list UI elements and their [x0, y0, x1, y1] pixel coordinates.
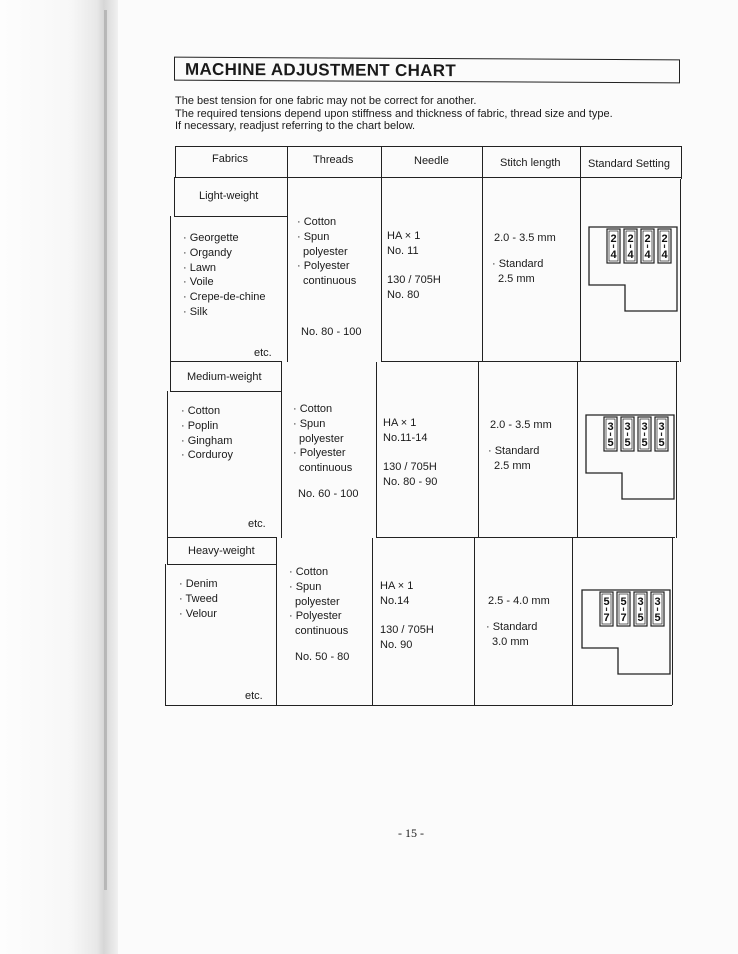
col-divider [372, 538, 373, 705]
needle-item: 130 / 705H [387, 274, 441, 287]
tension-dial [655, 417, 668, 451]
needle-info [380, 579, 434, 653]
stitch-standard-value: 2.5 mm [494, 459, 531, 472]
fabric-item: · Georgette [183, 232, 239, 244]
thread-item: polyester [299, 432, 344, 445]
thread-list [293, 402, 352, 476]
tension-dial-diagram [587, 225, 679, 317]
fabric-item: · Silk [183, 305, 208, 318]
dial-top-number: 2 [661, 233, 668, 245]
table-bottom-border [165, 705, 672, 706]
tension-dial [634, 592, 647, 626]
etc-label: etc. [254, 347, 272, 359]
stitch-range: 2.5 - 4.0 mm [488, 595, 550, 607]
stitch-standard-label: · Standard [486, 621, 538, 633]
cat-box-line [165, 564, 166, 705]
fabric-item: · Gingham [181, 434, 233, 447]
dial-bottom-number: 5 [658, 437, 665, 449]
thread-item: continuous [303, 275, 357, 288]
thread-item: · Polyester [297, 260, 350, 273]
dial-top-number: 3 [654, 596, 661, 608]
row-divider [170, 361, 282, 362]
header-standard-setting: Standard Setting [588, 158, 670, 170]
needle-item: HA × 1 [380, 580, 414, 592]
col-divider [281, 362, 282, 538]
page-title: MACHINE ADJUSTMENT CHART [174, 57, 680, 84]
cat-box-line [174, 177, 175, 217]
intro-text [175, 95, 613, 133]
etc-label: etc. [245, 690, 263, 702]
row-divider [382, 361, 679, 362]
cat-box-line [167, 391, 168, 538]
tension-dial [621, 417, 634, 451]
fabric-item: · Cotton [181, 405, 221, 417]
cat-box-line [167, 564, 277, 565]
tension-dial [651, 592, 664, 626]
fabric-item: · Voile [183, 276, 214, 289]
dial-bottom-number: 5 [654, 612, 661, 624]
tension-dial [638, 417, 651, 451]
header-divider [174, 177, 682, 178]
dial-top-number: 3 [624, 421, 631, 433]
dial-bottom-number: 5 [637, 612, 644, 624]
needle-item: No. 90 [380, 639, 413, 652]
needle-item: 130 / 705H [383, 461, 437, 474]
tension-dial [604, 417, 617, 451]
intro-line: The best tension for one fabric may not be correct for another. [175, 95, 477, 107]
dial-bottom-number: 5 [607, 437, 614, 449]
fabric-item: · Crepe-de-chine [183, 291, 266, 304]
table-right-border [672, 538, 673, 705]
thread-item: continuous [295, 625, 349, 638]
dial-top-number: 5 [603, 596, 610, 608]
thread-item: · Cotton [289, 566, 329, 578]
dial-top-number: 5 [620, 596, 627, 608]
dial-top-number: 2 [627, 233, 634, 245]
dial-bottom-number: 7 [620, 612, 627, 624]
stitch-standard-value: 3.0 mm [492, 635, 529, 648]
fabric-item: · Poplin [181, 419, 219, 432]
dial-top-number: 3 [641, 421, 648, 433]
category-label: Heavy-weight [188, 545, 255, 557]
table-right-border [681, 146, 682, 179]
thread-number: No. 60 - 100 [298, 488, 359, 500]
fabric-item: · Lawn [183, 261, 217, 274]
page-number: - 15 - [398, 826, 424, 840]
stitch-standard-value: 2.5 mm [498, 272, 535, 285]
dial-top-number: 3 [607, 421, 614, 433]
dial-top-number: 3 [658, 421, 665, 433]
tension-dial [624, 229, 637, 263]
table-left-border [175, 146, 176, 177]
stitch-standard-label: · Standard [492, 258, 544, 270]
col-divider [577, 362, 578, 538]
needle-item: No.14 [380, 594, 410, 607]
thread-list [289, 565, 348, 639]
row-divider [377, 537, 675, 538]
row-divider [167, 537, 277, 538]
thread-number: No. 50 - 80 [295, 651, 350, 663]
thread-number: No. 80 - 100 [301, 326, 362, 338]
thread-item: · Polyester [289, 610, 342, 623]
scan-shadow [0, 0, 118, 954]
dial-svg [580, 588, 672, 680]
fabric-item: · Tweed [179, 592, 218, 605]
dial-bottom-number: 5 [624, 437, 631, 449]
intro-line: The required tensions depend upon stiffness and thickness of fabric, thread size and type. [175, 107, 613, 120]
fabric-list [181, 404, 233, 463]
col-divider [287, 146, 288, 362]
needle-info [383, 416, 437, 490]
dial-top-number: 2 [644, 233, 651, 245]
cat-box-line [174, 216, 288, 217]
table-top-border [175, 146, 682, 147]
thread-item: · Spun [297, 230, 330, 243]
category-label: Medium-weight [187, 371, 262, 383]
thread-item: polyester [295, 595, 340, 608]
tension-dial [658, 229, 671, 263]
needle-item [380, 609, 434, 624]
fabric-list [179, 577, 218, 621]
needle-item: No. 80 - 90 [383, 476, 438, 489]
dial-svg [584, 413, 676, 505]
stitch-standard-label: · Standard [488, 445, 540, 457]
header-fabrics: Fabrics [212, 153, 249, 165]
header-threads: Threads [313, 154, 354, 166]
stitch-range: 2.0 - 3.5 mm [490, 419, 552, 431]
dial-bottom-number: 4 [610, 249, 617, 261]
dial-bottom-number: 4 [627, 249, 634, 261]
cat-box-line [170, 391, 282, 392]
col-divider [572, 538, 573, 705]
needle-item: No.11-14 [383, 431, 428, 444]
col-divider [381, 146, 382, 362]
needle-item: No. 80 [387, 289, 420, 302]
cat-box-line [170, 216, 171, 362]
thread-item: · Polyester [293, 447, 346, 460]
thread-list [297, 215, 356, 289]
dial-top-number: 3 [637, 596, 644, 608]
tension-dial-diagram [580, 588, 672, 680]
needle-item [383, 446, 437, 461]
tension-dial-diagram [584, 413, 676, 505]
fabric-item: · Organdy [183, 246, 232, 259]
dial-bottom-number: 4 [644, 249, 651, 261]
thread-item: · Spun [293, 417, 326, 430]
col-divider [478, 362, 479, 538]
needle-item: HA × 1 [387, 230, 421, 242]
dial-bottom-number: 4 [661, 249, 668, 261]
thread-item: polyester [303, 245, 348, 258]
tension-dial [641, 229, 654, 263]
stitch-standard [488, 444, 539, 474]
needle-item: 130 / 705H [380, 624, 434, 637]
table-right-border [676, 362, 677, 538]
category-label: Light-weight [199, 190, 259, 202]
fabric-item: · Corduroy [181, 449, 233, 462]
fabric-list [183, 231, 266, 320]
thread-item: · Cotton [293, 403, 333, 415]
etc-label: etc. [248, 518, 266, 530]
needle-item [387, 259, 441, 274]
needle-info [387, 229, 441, 303]
thread-item: · Spun [289, 580, 322, 593]
cat-box-line [170, 362, 171, 392]
header-needle: Needle [414, 155, 449, 167]
needle-item: No. 11 [387, 244, 419, 257]
dial-top-number: 2 [610, 233, 617, 245]
dial-bottom-number: 5 [641, 437, 648, 449]
stitch-standard [492, 257, 543, 287]
fabric-item: · Velour [179, 607, 217, 620]
col-divider [580, 146, 581, 362]
col-divider [482, 146, 483, 362]
col-divider [376, 362, 377, 538]
col-divider [474, 538, 475, 705]
needle-item: HA × 1 [383, 417, 417, 429]
tension-dial [617, 592, 630, 626]
header-stitch-length: Stitch length [500, 157, 561, 169]
tension-dial [600, 592, 613, 626]
scan-binding-line [104, 10, 107, 890]
dial-bottom-number: 7 [603, 612, 610, 624]
stitch-range: 2.0 - 3.5 mm [494, 232, 556, 244]
thread-item: · Cotton [297, 216, 337, 228]
table-right-border [680, 179, 681, 362]
tension-dial [607, 229, 620, 263]
cat-box-line [167, 538, 168, 565]
thread-item: continuous [299, 462, 353, 475]
intro-line: If necessary, readjust referring to the chart below. [175, 120, 416, 132]
dial-svg [587, 225, 679, 317]
fabric-item: · Denim [179, 578, 218, 590]
stitch-standard [486, 620, 537, 650]
